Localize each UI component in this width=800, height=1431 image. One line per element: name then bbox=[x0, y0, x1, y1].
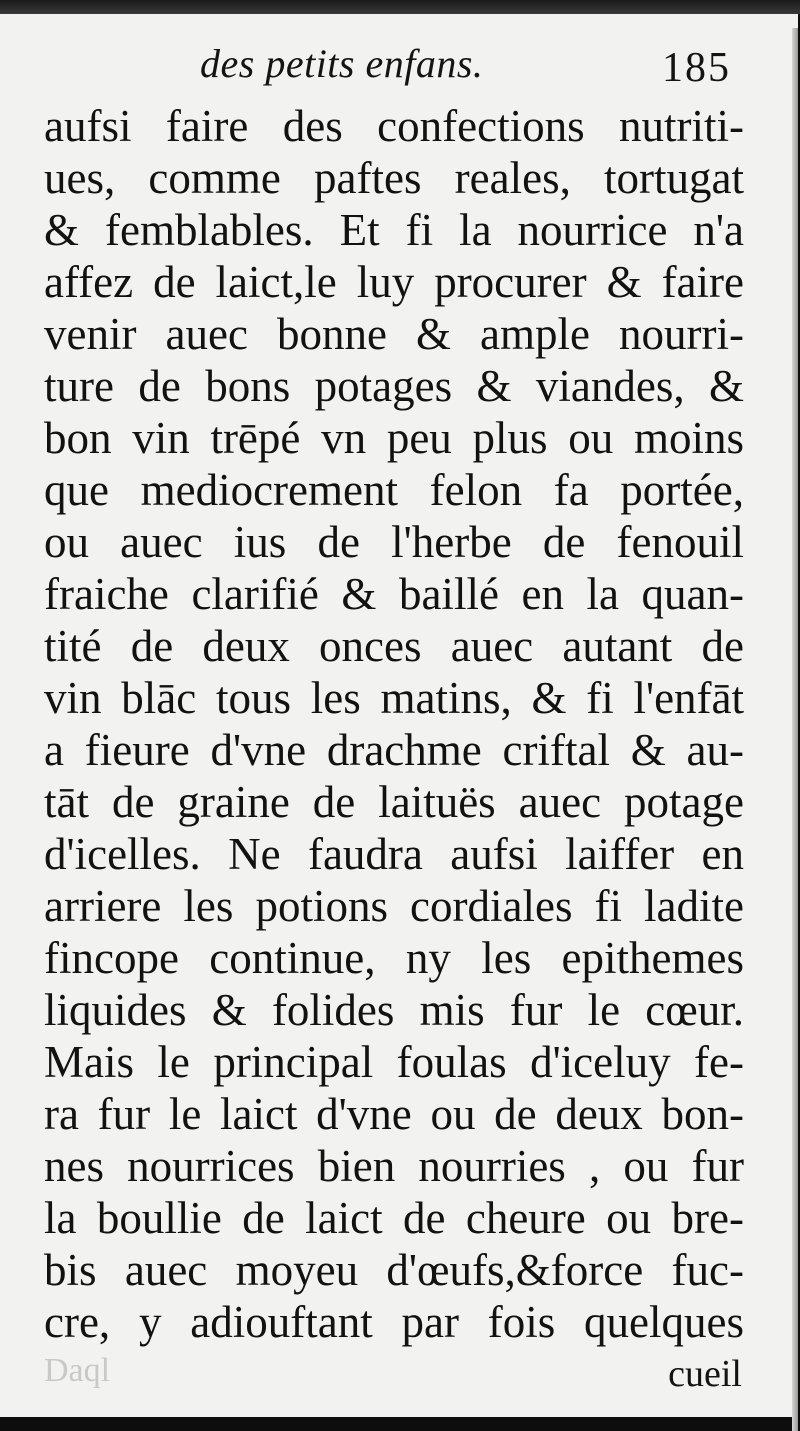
text-line: bon vin trēpé vn peu plus ou moins bbox=[44, 413, 744, 463]
text-line: Mais le principal foulas d'iceluy fe- bbox=[44, 1037, 744, 1087]
text-line: liquides & folides mis fur le cœur. bbox=[44, 985, 744, 1035]
text-line: d'icelles. Ne faudra aufsi laiffer en bbox=[44, 829, 744, 879]
text-line: bis auec moyeu d'œufs,&force fuc- bbox=[44, 1245, 744, 1295]
text-line: tité de deux onces auec autant de bbox=[44, 621, 744, 671]
text-line: ues, comme paftes reales, tortugat bbox=[44, 153, 744, 203]
text-line: cre, y adiouftant par fois quelques bbox=[44, 1297, 744, 1347]
text-line: affez de laict,le luy procurer & faire bbox=[44, 257, 744, 307]
text-line: ture de bons potages & viandes, & bbox=[44, 361, 744, 411]
text-line: ra fur le laict d'vne ou de deux bon- bbox=[44, 1089, 744, 1139]
text-line: nes nourrices bien nourries , ou fur bbox=[44, 1141, 744, 1191]
text-line: aufsi faire des confections nutriti- bbox=[44, 101, 744, 151]
text-line: vin blāc tous les matins, & fi l'enfāt bbox=[44, 673, 744, 723]
text-line: la boullie de laict de cheure ou bre- bbox=[44, 1193, 744, 1243]
book-edge-top bbox=[0, 0, 800, 14]
bleed-through-text: Daql bbox=[44, 1352, 111, 1389]
page-number: 185 bbox=[662, 45, 731, 91]
text-line: tāt de graine de laituës auec potage bbox=[44, 777, 744, 827]
body-text bbox=[44, 100, 744, 1348]
text-line: arriere les potions cordiales fi ladite bbox=[44, 881, 744, 931]
text-line: a fieure d'vne drachme criftal & au- bbox=[44, 725, 744, 775]
text-line: que mediocrement felon fa portée, bbox=[44, 465, 744, 515]
text-line: ou auec ius de l'herbe de fenouil bbox=[44, 517, 744, 567]
text-line: fraiche clarifié & baillé en la quan- bbox=[44, 569, 744, 619]
text-line: & femblables. Et fi la nourrice n'a bbox=[44, 205, 744, 255]
running-head: des petits enfans. bbox=[200, 41, 484, 86]
text-line: venir auec bonne & ample nourri- bbox=[44, 309, 744, 359]
text-line: fincope continue, ny les epithemes bbox=[44, 933, 744, 983]
catchword: cueil bbox=[668, 1353, 742, 1395]
page-fore-edge bbox=[792, 28, 798, 1431]
